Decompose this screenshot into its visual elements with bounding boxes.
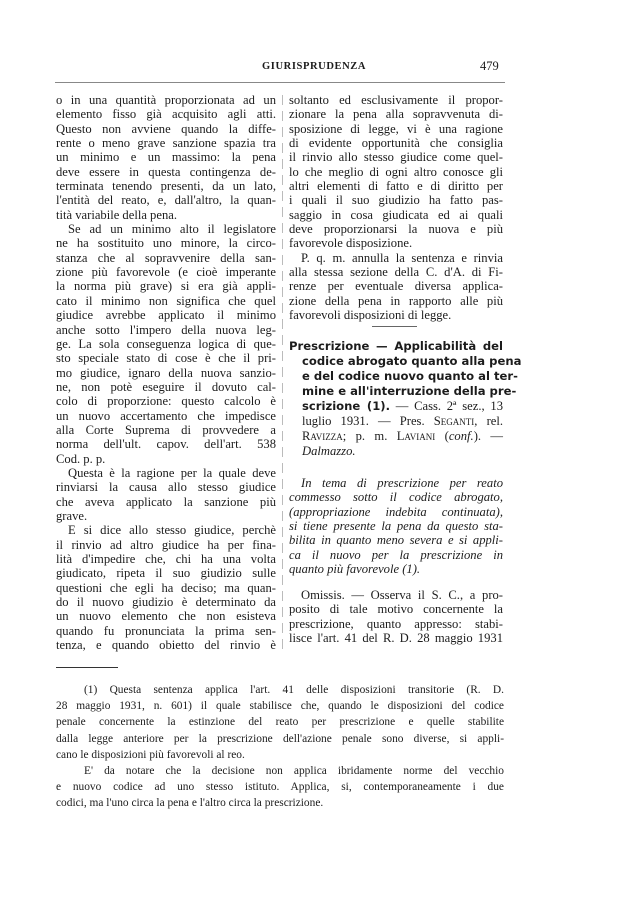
heading-segment: codice abrogato quanto alla pena bbox=[302, 354, 522, 368]
text-line: Cod. p. p. bbox=[56, 451, 106, 466]
text-line: bilita in quanto meno severa e si appli- bbox=[289, 533, 503, 548]
text-line: un nuovo accertamento che impedisce bbox=[56, 408, 276, 423]
heading-line bbox=[289, 399, 503, 414]
text-line: penale concernente la estinzione del reato per prescrizione e quelle stabilite bbox=[56, 716, 504, 729]
text-line: quanto più favorevole (1). bbox=[289, 562, 421, 577]
text-line: un minimo e un massimo: la pena bbox=[56, 150, 276, 165]
text-line: alla stessa sezione della C. d'A. di Fi- bbox=[289, 265, 503, 280]
text-line: dalla legge anteriore per la prescrizione dell'azione penale sono diverse, si appli- bbox=[56, 732, 504, 745]
paragraph bbox=[56, 222, 276, 466]
running-title: GIURISPRUDENZA bbox=[262, 61, 367, 72]
text-line: e nuovo codice ad uno stesso istituto. Applica, si, contemporaneamente i due bbox=[56, 781, 504, 794]
text-line: colo di proporzione: questo calcolo è bbox=[56, 394, 276, 409]
text-line: elemento fisso già acquisito agli atti. bbox=[56, 107, 276, 122]
heading-line bbox=[289, 429, 503, 444]
heading-segment: Prescrizione — Applicabilità del bbox=[289, 339, 503, 353]
text-line: In tema di prescrizione per reato bbox=[301, 476, 503, 490]
heading-segment: conf. bbox=[448, 429, 474, 443]
heading-segment: scrizione (1). bbox=[302, 399, 390, 413]
heading-segment: e del codice nuovo quanto al ter- bbox=[302, 369, 518, 383]
paragraph bbox=[56, 523, 276, 652]
page-number: 479 bbox=[480, 59, 499, 73]
text-line: prescrizione, quanto appresso: stabi- bbox=[289, 616, 503, 631]
column-divider bbox=[282, 95, 283, 650]
text-line: anche sotto l'impero della nuova leg- bbox=[56, 322, 276, 337]
text-line: E si dice allo stesso giudice, perchè bbox=[68, 523, 276, 538]
text-line: saggio in cosa giudicata ed ai quali bbox=[289, 207, 503, 222]
heading-segment: Ravizza bbox=[302, 429, 343, 443]
text-line: Se ad un minimo alto il legislatore bbox=[68, 222, 276, 237]
text-line: si tiene presente la pena da questo sta- bbox=[289, 519, 503, 534]
heading-line bbox=[289, 444, 503, 459]
text-line: (1) Questa sentenza applica l'art. 41 delle disposizioni transitorie (R. D. bbox=[84, 684, 504, 696]
text-line: altri elementi di fatto e di diritto per bbox=[289, 179, 503, 194]
text-line: mo giudice, ignaro della nuova sanzio- bbox=[56, 365, 276, 380]
footnotes bbox=[56, 682, 504, 812]
text-line: sto speciale stato di cose è che il pri- bbox=[56, 351, 276, 366]
text-line: cato il minimo non significa che quel bbox=[56, 293, 276, 308]
text-line: tità variabile della pena. bbox=[56, 207, 177, 222]
text-line: giudicato, ripeta il suo giudizio sulle bbox=[56, 566, 276, 581]
case-body bbox=[289, 588, 503, 645]
text-line: do il nuovo giudizio è determinato da bbox=[56, 595, 276, 610]
text-line: rente o meno grave sanzione spazia tra bbox=[56, 136, 276, 151]
right-column bbox=[289, 93, 503, 323]
text-line: posito di tale motivo concernente la bbox=[289, 602, 503, 617]
text-line: il rinvio ad altro giudice ha per fina- bbox=[56, 537, 276, 552]
text-line: l'entità del reato, e, dall'altro, la quan- bbox=[56, 193, 276, 208]
text-line: alla Corte Suprema di provvedere a bbox=[56, 422, 276, 437]
text-line: il rinvio allo stesso giudice come quel- bbox=[289, 150, 503, 165]
text-line: i quali il suo giudizio ha fatto pas- bbox=[289, 193, 503, 208]
section-separator bbox=[372, 326, 417, 327]
paragraph bbox=[289, 251, 503, 323]
text-line: o in una quantità proporzionata ad un bbox=[56, 93, 276, 107]
text-line: stanza che al sopravvenire della san- bbox=[56, 250, 276, 265]
text-line: che aveva applicato la sanzione più bbox=[56, 494, 276, 509]
text-line: di evidente opportunità che consiglia bbox=[289, 136, 503, 151]
text-line: renze per eventuale diversa applica- bbox=[289, 279, 503, 294]
heading-line bbox=[289, 369, 518, 384]
text-line: lo che meglio di ogni altro conosce gli bbox=[289, 164, 503, 179]
text-line: la norma più grave) si era già appli- bbox=[56, 279, 276, 294]
text-line: P. q. m. annulla la sentenza e rinvia bbox=[301, 250, 503, 265]
text-line: sposizione di legge, vi è una ragione bbox=[289, 121, 503, 136]
text-line: tenza, e quando obietto del rinvio è bbox=[56, 638, 276, 653]
heading-segment: mine e all'interruzione della pre- bbox=[302, 384, 517, 398]
text-line: questioni che egli ha deciso; ma quan- bbox=[56, 580, 276, 595]
text-line: Omissis. — Osserva il S. C., a pro- bbox=[301, 588, 503, 602]
text-line: quando fu pronunciata la prima sen- bbox=[56, 623, 276, 638]
text-line: cano le disposizioni più favorevoli al reo. bbox=[56, 748, 245, 761]
text-line: rinviarsi la causa allo stesso giudice bbox=[56, 480, 276, 495]
heading-segment: Seganti bbox=[433, 414, 475, 428]
text-line: ca il nuovo per la prescrizione in bbox=[289, 547, 503, 562]
paragraph bbox=[56, 763, 504, 812]
text-line: codici, ma l'uno circa la pena e l'altro circa la prescrizione. bbox=[56, 797, 324, 810]
heading-line bbox=[289, 414, 503, 429]
text-line: soltanto ed esclusivamente il propor- bbox=[289, 93, 503, 107]
text-line: lisce l'art. 41 del R. D. 28 maggio 1931 bbox=[289, 631, 503, 646]
text-line: commesso sotto il codice abrogato, bbox=[289, 490, 503, 505]
text-line: favorevole disposizione. bbox=[289, 236, 413, 251]
paragraph bbox=[56, 466, 276, 523]
text-line: zione della pena in rapporto alle più bbox=[289, 293, 503, 308]
text-line: E' da notare che la decisione non applica ibridamente norme del vecchio bbox=[84, 764, 504, 777]
heading-segment: ). — bbox=[473, 429, 503, 443]
header-rule bbox=[55, 82, 505, 83]
heading-segment: — Cass. 2ª sez., 13 bbox=[389, 399, 503, 413]
heading-segment: Laviani bbox=[396, 429, 436, 443]
text-line: zione più favorevole (e cioè imperante bbox=[56, 265, 276, 280]
text-line: lità d'impedire che, chi ha una volta bbox=[56, 552, 276, 566]
text-line: favorevoli disposizioni di legge. bbox=[289, 308, 452, 323]
heading-segment: luglio 1931. — Pres. bbox=[302, 414, 434, 428]
text-line: deve essere in questa contingenza de- bbox=[56, 164, 276, 179]
heading-segment: ( bbox=[435, 429, 449, 443]
text-line: Questa è la ragione per la quale deve bbox=[68, 465, 276, 480]
heading-segment: , rel. bbox=[474, 414, 503, 428]
text-line: deve proporzionarsi la nuova e più bbox=[289, 222, 503, 237]
text-line: giudice avrebbe applicato il minimo bbox=[56, 308, 276, 323]
case-abstract bbox=[289, 476, 503, 576]
text-line: 28 maggio 1931, n. 601) il quale stabilisce che, quando le disposizioni del codice bbox=[56, 700, 504, 713]
text-line: terminata tenendo presenti, da un lato, bbox=[56, 179, 276, 194]
paragraph bbox=[56, 682, 504, 763]
heading-segment: Dalmazzo. bbox=[302, 444, 356, 458]
footnote-rule bbox=[56, 667, 118, 668]
text-line: Questo non avviene quando la diffe- bbox=[56, 121, 276, 136]
text-line: (appropriazione indebita continuata), bbox=[289, 504, 503, 519]
case-heading bbox=[289, 339, 522, 459]
heading-line bbox=[289, 354, 522, 369]
left-column bbox=[56, 93, 276, 652]
text-line: ne, non potè eseguire il dovuto cal- bbox=[56, 379, 276, 394]
text-line: ne ha sostituito uno minore, la circo- bbox=[56, 236, 276, 251]
heading-line bbox=[289, 384, 517, 399]
text-line: ge. La sola conseguenza logica di que- bbox=[56, 336, 276, 351]
paragraph bbox=[56, 93, 276, 222]
text-line: norma dell'ult. capov. dell'art. 538 bbox=[56, 437, 276, 452]
heading-line bbox=[289, 339, 503, 354]
text-line: grave. bbox=[56, 508, 88, 523]
paragraph bbox=[289, 93, 503, 251]
text-line: zionare la pena alla sopravvenuta di- bbox=[289, 107, 503, 122]
text-line: un nuovo elemento che non esisteva bbox=[56, 609, 276, 624]
heading-segment: ; p. m. bbox=[342, 429, 397, 443]
